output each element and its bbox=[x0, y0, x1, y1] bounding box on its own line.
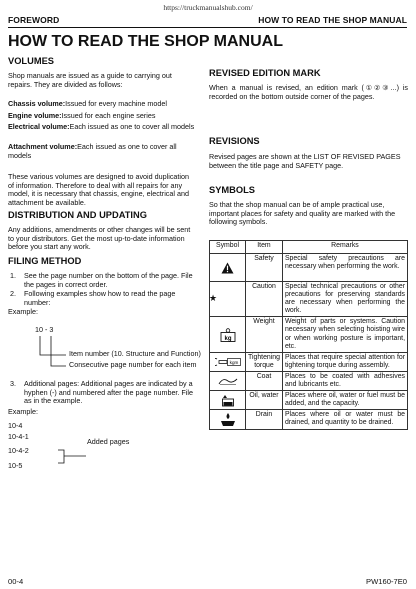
item-number-label: Item number (10. Structure and Function) bbox=[69, 349, 201, 358]
added-pages-label: Added pages bbox=[87, 437, 130, 446]
document-code: PW160-7E0 bbox=[366, 577, 407, 586]
volume-item-electrical: Electrical volume:Each issued as one to cover all models bbox=[8, 122, 195, 131]
table-row bbox=[210, 391, 408, 410]
volumes-body: These various volumes are designed to avoid duplication of information. Therefore to deal with all repairs for any model, it is necessary that chassis, engine, electrical and attachment be available. bbox=[8, 172, 189, 207]
symbol-remarks: Special safety precautions are necessary when performing the work. bbox=[282, 254, 407, 282]
header-title: HOW TO READ THE SHOP MANUAL bbox=[258, 15, 407, 25]
filing-step2-number: 2. bbox=[10, 289, 16, 298]
filing-step2: Following examples show how to read the page number: bbox=[24, 289, 176, 307]
symbol-item: Coat bbox=[246, 371, 283, 390]
filing-example2-label: Example: bbox=[8, 407, 38, 416]
column-header-remarks: Remarks bbox=[282, 241, 407, 254]
example-page: 10-5 bbox=[8, 461, 23, 470]
column-header-symbol: Symbol bbox=[210, 241, 246, 254]
example-page-code: 10 - 3 bbox=[35, 325, 54, 334]
volumes-heading: VOLUMES bbox=[8, 56, 54, 66]
revised-mark-text: When a manual is revised, an edition mark (①②③...) is recorded on the bottom outside corner of the pages. bbox=[209, 83, 408, 101]
volume-item-chassis: Chassis volume:Issued for every machine model bbox=[8, 99, 167, 108]
distribution-heading: DISTRIBUTION AND UPDATING bbox=[8, 210, 147, 220]
symbol-item: Tightening torque bbox=[246, 352, 283, 371]
distribution-text: Any additions, amendments or other changes will be sent to your distributors. Get the most up-to-date information before you start any work. bbox=[8, 225, 191, 252]
filing-step3: Additional pages: Additional pages are indicated by a hyphen (-) and numbered after the page number. File as in the example. bbox=[24, 379, 194, 406]
consecutive-page-label: Consecutive page number for each item bbox=[69, 360, 197, 369]
symbols-heading: SYMBOLS bbox=[209, 185, 255, 195]
warning-triangle-icon bbox=[221, 262, 234, 274]
filing-step1: See the page number on the bottom of the page. File the pages in correct order. bbox=[24, 271, 193, 289]
table-row bbox=[210, 317, 408, 352]
svg-text:kgm: kgm bbox=[229, 359, 238, 365]
table-row bbox=[210, 352, 408, 371]
example-page: 10-4-1 bbox=[8, 432, 29, 441]
filing-example-label: Example: bbox=[8, 307, 38, 316]
table-header-row bbox=[210, 241, 408, 254]
wrench-torque-icon bbox=[215, 356, 241, 368]
source-url: https://truckmanualshub.com/ bbox=[163, 3, 253, 12]
table-row bbox=[210, 410, 408, 429]
example-page: 10-4-2 bbox=[8, 446, 29, 455]
symbol-item: Oil, water bbox=[246, 391, 283, 410]
example-page: 10-4 bbox=[8, 421, 23, 430]
table-row bbox=[210, 371, 408, 390]
volume-item-attachment: Attachment volume:Each issued as one to cover all models bbox=[8, 142, 177, 160]
revisions-text: Revised pages are shown at the LIST OF REVISED PAGES between the title page and SAFETY page. bbox=[209, 152, 401, 170]
revisions-heading: REVISIONS bbox=[209, 136, 260, 146]
table-row bbox=[210, 254, 408, 282]
symbol-remarks: Special technical precautions or other precautions for preserving standards are necessary when performing the work. bbox=[282, 282, 407, 317]
symbol-remarks: Places to be coated with adhesives and lubricants etc. bbox=[282, 371, 407, 390]
filing-step3-number: 3. bbox=[10, 379, 16, 388]
table-row bbox=[210, 282, 408, 317]
filing-step1-number: 1. bbox=[10, 271, 16, 280]
coat-icon bbox=[217, 376, 239, 386]
drain-icon bbox=[220, 412, 236, 427]
symbol-item: Weight bbox=[246, 317, 283, 352]
svg-text:kg: kg bbox=[223, 335, 232, 342]
symbol-remarks: Places where oil, water or fuel must be added, and the capacity. bbox=[282, 391, 407, 410]
symbols-table bbox=[209, 240, 408, 430]
volumes-intro: Shop manuals are issued as a guide to carrying out repairs. They are divided as follows: bbox=[8, 71, 172, 89]
symbol-item: Drain bbox=[246, 410, 283, 429]
symbols-intro: So that the shop manual can be of ample practical use, important places for safety and quality are marked with the following symbols. bbox=[209, 200, 396, 227]
page-number: 00-4 bbox=[8, 577, 24, 586]
symbol-remarks: Places that require special attention for tightening torque during assembly. bbox=[282, 352, 407, 371]
weight-kg-icon bbox=[220, 328, 236, 342]
symbol-item: Caution bbox=[246, 282, 283, 317]
filing-heading: FILING METHOD bbox=[8, 256, 82, 266]
volume-item-engine: Engine volume:Issued for each engine series bbox=[8, 111, 156, 120]
symbol-remarks: Places where oil or water must be drained, and quantity to be drained. bbox=[282, 410, 407, 429]
header-section: FOREWORD bbox=[8, 15, 60, 25]
column-header-item: Item bbox=[246, 241, 283, 254]
oil-water-icon bbox=[221, 394, 235, 407]
symbol-remarks: Weight of parts or systems. Caution necessary when selecting hoisting wire or when working posture is important, etc. bbox=[282, 317, 407, 352]
symbol-item: Safety bbox=[246, 254, 283, 282]
revised-mark-heading: REVISED EDITION MARK bbox=[209, 68, 321, 78]
star-icon: ★ bbox=[209, 293, 218, 304]
page-title: HOW TO READ THE SHOP MANUAL bbox=[8, 33, 283, 50]
